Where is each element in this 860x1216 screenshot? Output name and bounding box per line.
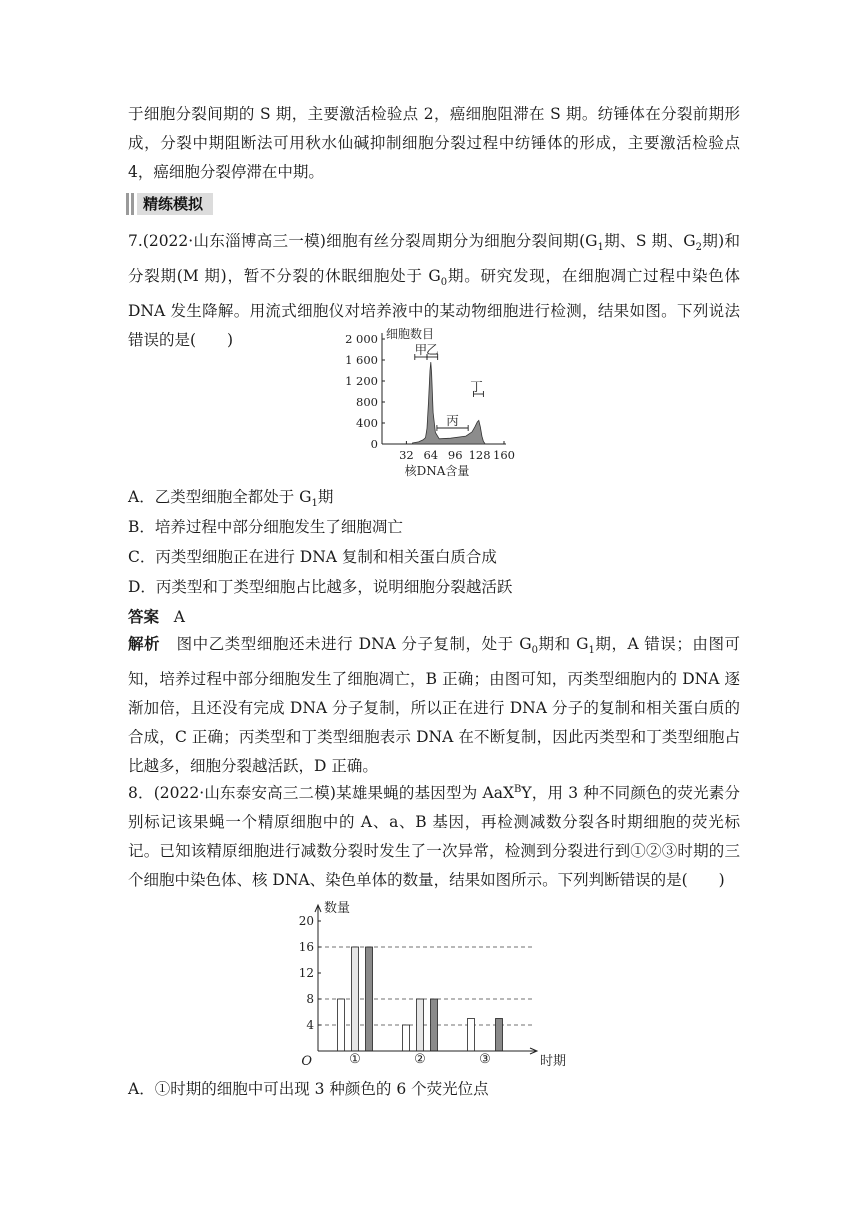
flow-cytometry-chart <box>330 322 530 480</box>
section-tag <box>126 193 213 215</box>
answer-label: 答案 <box>128 608 160 626</box>
q7-stem-text-1: 7.(2022·山东淄博高三一模)细胞有丝分裂周期分为细胞分裂间期(G <box>128 232 598 250</box>
y-tick-label: 4 <box>306 1018 314 1032</box>
bar <box>403 1025 410 1051</box>
x-tick-label: 96 <box>447 448 463 462</box>
y-tick-label: 20 <box>298 914 314 928</box>
y-tick-label: 2 000 <box>345 332 378 346</box>
q8-stem-text-1: 8．(2022·山东泰安高三二模)某雄果蝇的基因型为 AaX <box>128 784 514 803</box>
y-tick-label: 12 <box>298 966 314 980</box>
category-label: ② <box>414 1052 426 1067</box>
analysis-text-1: 图中乙类型细胞还未进行 DNA 分子复制，处于 G <box>176 635 532 653</box>
section-tag-bars <box>126 193 134 215</box>
bar <box>366 947 373 1051</box>
category-label: ③ <box>479 1052 491 1067</box>
range-label: 乙 <box>426 342 439 357</box>
range-label: 丙 <box>446 413 459 428</box>
bar <box>338 999 345 1051</box>
analysis-label: 解析 <box>128 635 161 653</box>
q7-option-c: C．丙类型细胞正在进行 DNA 复制和相关蛋白质合成 <box>128 548 497 566</box>
x-tick-label: 160 <box>493 448 515 462</box>
y-tick-label: 1 600 <box>345 353 378 367</box>
q7-option-d: D．丙类型和丁类型细胞占比越多，说明细胞分裂越活跃 <box>128 578 513 596</box>
category-label: ① <box>349 1052 361 1067</box>
y-tick-label: 400 <box>356 416 378 430</box>
x-tick-label: 32 <box>399 448 414 462</box>
q8-stem-text-2: Y，用 3 种不同颜色的荧光素分别标记该果蝇一个精原细胞中的 A、a、B 基因，再检测减数分裂各时期细胞的荧光标记。已知该精原细胞进行减数分裂时发生了一次异常，检测到分裂进行到①②③时期的三个细胞中染色体、核 DNA、染色单体的数量，结果如图所示。下列判断错误的是( ) <box>128 784 740 890</box>
y-tick-label: 1 200 <box>345 374 378 388</box>
analysis-text-3: 期，A 错误；由图可知，培养过程中部分细胞发生了细胞凋亡，B 正确；由图可知，丙类型细胞内的 DNA 逐渐加倍，且还没有完成 DNA 分子复制，所以正在进行 DNA 分子的复制和相关蛋白质的合成，C 正确；丙类型和丁类型细胞表示 DNA 在不断复制，因此丙类型和丁类型细胞占比越多，细胞分裂越活跃，D 正确。 <box>128 635 740 776</box>
range-label: 丁 <box>470 379 483 394</box>
q7-sub-1: 1 <box>597 242 604 254</box>
analysis-sub-2: 1 <box>588 645 595 657</box>
q7-option-b: B．培养过程中部分细胞发生了细胞凋亡 <box>128 518 403 536</box>
analysis-text-2: 期和 G <box>537 635 589 653</box>
bar <box>468 1019 475 1052</box>
bar <box>417 999 424 1051</box>
q7-option-a-suffix: 期 <box>317 488 334 506</box>
q7-stem-text-4: 期。研究发现，在细胞凋亡过程中染色体 DNA 发生降解。用流式细胞仪对培养液中的某动物细胞进行检测，结果如图。下列说法错误的是( ) <box>128 267 740 350</box>
y-tick-label: 8 <box>306 992 314 1006</box>
bar <box>431 999 438 1051</box>
q7-stem-text-2: 期、S 期、G <box>603 232 696 250</box>
x-tick-label: 128 <box>468 448 491 462</box>
q8-stem <box>128 775 740 895</box>
x-axis-label: 核DNA含量 <box>404 464 470 478</box>
analysis-sub-1: 0 <box>531 645 538 657</box>
q7-stem-text-3: 期)和分裂期(M 期)，暂不分裂的休眠细胞处于 G <box>128 232 740 286</box>
answer-value: A <box>173 608 185 626</box>
q7-sub-3: 0 <box>440 277 448 289</box>
y-tick-label: 800 <box>356 395 378 409</box>
origin-label: O <box>301 1054 312 1069</box>
range-label: 甲 <box>414 342 428 357</box>
q7-answer <box>128 606 185 628</box>
y-tick-label: 0 <box>370 437 378 451</box>
x-axis-label: 时期 <box>540 1054 567 1069</box>
section-tag-label: 精练模拟 <box>137 193 213 215</box>
q7-option-a-text: A．乙类型细胞全都处于 G <box>128 488 312 506</box>
chromosome-count-bar-chart <box>290 896 580 1070</box>
top-paragraph: 于细胞分裂间期的 S 期，主要激活检验点 2，癌细胞阻滞在 S 期。纺锤体在分裂前期形成，分裂中期阻断法可用秋水仙碱抑制细胞分裂过程中纺锤体的形成，主要激活检验点 4，癌细胞分裂停滞在中期。 <box>128 105 740 181</box>
x-tick-label: 64 <box>423 448 439 462</box>
q7-sub-2: 2 <box>695 242 703 254</box>
q8-option-a: A．①时期的细胞中可出现 3 种颜色的 6 个荧光位点 <box>128 1080 489 1098</box>
histogram-area <box>413 362 485 444</box>
y-axis-label: 细胞数目 <box>386 327 435 341</box>
bar <box>352 947 359 1051</box>
bar <box>496 1019 503 1052</box>
q7-analysis <box>128 630 740 781</box>
q8-sup-1: B <box>513 784 522 795</box>
q7-option-a-sub: 1 <box>311 498 318 510</box>
y-tick-label: 16 <box>298 940 314 954</box>
q7-option-a <box>128 486 333 515</box>
y-axis-label: 数量 <box>324 901 351 916</box>
